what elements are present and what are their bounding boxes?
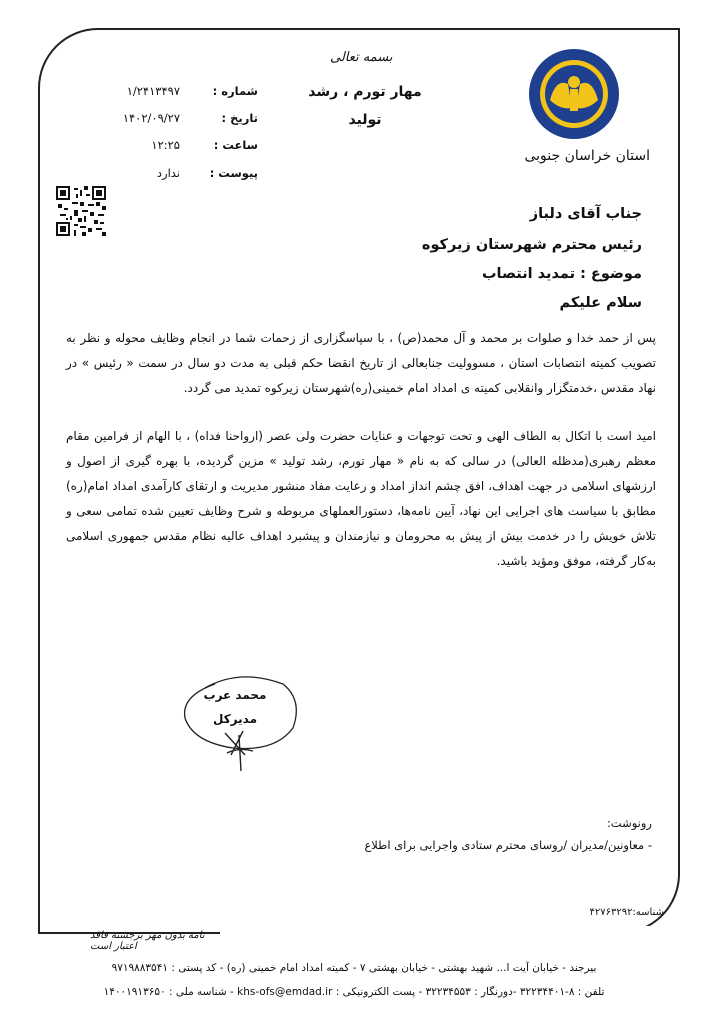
date-label: تاریخ : (221, 111, 258, 125)
meta-number (48, 84, 258, 100)
signature-scribble (205, 725, 275, 775)
qr-code (56, 186, 106, 236)
footer-address: بیرجند - خیابان آیت ا... شهید بهشتی - خیابان بهشتی ۷ - کمیته امداد امام خمینی (ره) - کد پستی : ۹۷۱۹۸۸۳۵۴۱ (111, 962, 597, 974)
copies-title: رونوشت: (606, 816, 652, 830)
number-label: شماره : (212, 84, 258, 98)
signatory-name: محمد عرب (203, 688, 267, 702)
body-paragraph-2: امید است با اتکال به الطاف الهی و تحت توجهات و عنایات حضرت ولی عصر (ارواحنا فداه) ، با الهام از فرامین مقام معظم رهبری(مدظله العالی) در سالی که به نام « مهار تورم، رشد تولید » مزین گردیده، با بهره گیری از اصول و ارزشهای اسلامی در جهت اهداف، افق چشم انداز امداد و رعایت مفاد منشور مدیریت و ارتقای کارآمدی امداد امام(ره) مطابق با سیاست های اجرایی این نهاد، آیین نامه‌ها، دستورالعملهای مربوطه و شرح وظایف تعیین شده تمامی سعی و تلاش خویش را در خدمت بیش از پیش به محرومان و نیازمندان و پیشبرد اهداف عالیه نظام مقدس جمهوری اسلامی به‌کار گرفته، موفق ومؤید باشید. (66, 429, 656, 568)
meta-time (48, 138, 258, 154)
recipient-name: جناب آقای دلباز (529, 206, 642, 222)
time-label: ساعت : (213, 138, 258, 152)
meta-attachment (48, 166, 258, 182)
tracking-id: شناسه:۴۲۷۶۳۲۹۲ (589, 907, 664, 918)
province-name: استان خراسان جنوبی (524, 148, 650, 164)
meta-date (48, 111, 258, 127)
year-slogan-line1: مهار تورم ، رشد (308, 84, 422, 100)
subject-line: موضوع : تمدید انتصاب (481, 266, 642, 282)
recipient-title: رئیس محترم شهرستان زیرکوه (421, 237, 642, 253)
validity-note: نامه بدون مهر برجسته فاقد اعتبار است (90, 930, 205, 952)
frame-gap (220, 926, 680, 942)
number-value: ۱/۲۴۱۳۴۹۷ (126, 84, 180, 98)
attachment-label: پیوست : (209, 166, 258, 180)
emdad-logo (528, 48, 620, 140)
time-value: ۱۲:۲۵ (151, 138, 180, 152)
copies-line: - معاونین/مدیران /روسای محترم ستادی واجرایی برای اطلاع (364, 838, 652, 852)
body-paragraph-1: پس از حمد خدا و صلوات بر محمد و آل محمد(ص) ، با سپاسگزاری از زحمات شما در انجام وظایف محوله و نظر به تصویب کمیته انتصابات استان ، مسوولیت جنابعالی از تاریخ انقضا حکم قبلی به مدت دو سال در سمت « رئیس » در نهاد مقدس ،خدمتگزار وانقلابی کمیته ی امداد امام خمینی(ره)شهرستان زیرکوه تمدید می گردد. (66, 331, 656, 395)
greeting: سلام علیکم (559, 295, 642, 311)
attachment-value: ندارد (156, 166, 180, 180)
date-value: ۱۴۰۲/۰۹/۲۷ (122, 111, 180, 125)
bismillah: بسمه تعالی (330, 50, 393, 65)
footer-contact: تلفن : ۸-۳۲۲۳۴۴۰۱ -دورنگار : ۳۲۲۳۴۵۵۳ - پست الکترونیکی : khs-ofs@emdad.ir - شناسه ملی : ۱۴۰۰۱۹۱۳۶۵۰ (103, 986, 605, 998)
signatory-title: مدیرکل (212, 712, 258, 726)
year-slogan-line2: تولید (348, 112, 382, 128)
